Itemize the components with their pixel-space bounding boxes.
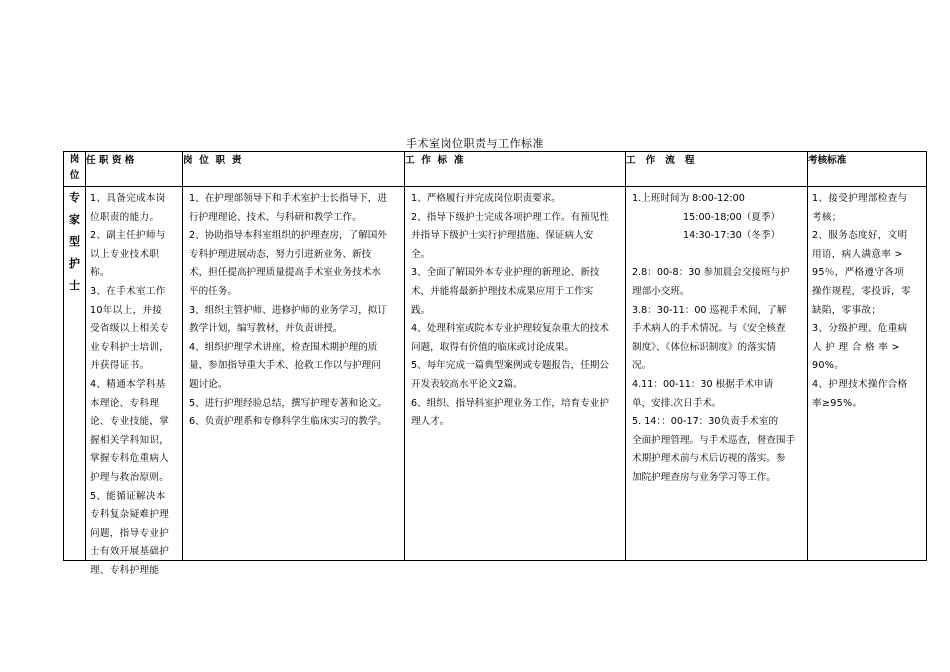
- qualification-text: [86, 187, 182, 576]
- text-line: 制度》、《体位标识制度》的落实情: [632, 341, 776, 353]
- text-line: 题讨论。: [189, 378, 228, 390]
- text-line: 3、全面了解国外本专业护理的新理论、新技: [411, 267, 600, 279]
- text-line: 问题，取得有价值的临床或讨论成果。: [411, 341, 575, 353]
- text-line: 论、专业技能，掌: [90, 416, 170, 428]
- text-line: 专科复杂疑难护理: [90, 509, 170, 521]
- text-line: 开发表较高水平论文2篇。: [411, 378, 523, 390]
- workflow-spacer: [632, 246, 801, 265]
- standards-text: [405, 187, 625, 432]
- text-line: 操作规程，零投诉，零: [812, 285, 911, 297]
- text-line: 问题，指导专业护: [90, 527, 170, 539]
- text-line: 1、具备完成本岗: [90, 193, 166, 204]
- text-line: 掌握专科危重病人: [90, 453, 170, 465]
- text-line: 3、分级护理、危重病: [812, 323, 908, 335]
- text-line: 士有效开展基础护: [90, 546, 170, 558]
- text-line: 90%。: [812, 360, 845, 372]
- text-line: 加院护理查房与业务学习等工作。: [632, 471, 776, 483]
- text-line: 称。: [90, 267, 110, 279]
- text-line: 并指导下级护士实行护理措施、保证病人安: [411, 230, 594, 242]
- header-duties: 岗 位 职 责: [183, 152, 405, 187]
- workflow-steps: [632, 264, 801, 487]
- text-line: 1、严格履行并完成岗位职责要求。: [411, 193, 562, 204]
- header-role: 岗 位: [64, 152, 86, 187]
- evaluation-text: [808, 187, 926, 413]
- text-line: 6、组织、指导科室护理业务工作，培育专业护: [411, 397, 609, 409]
- text-line: 5、能循证解决本: [90, 490, 166, 502]
- text-line: 单，安排.次日手术。: [632, 397, 722, 409]
- text-line: 6、负责护理系和专修科学生临床实习的教学。: [189, 416, 387, 428]
- qualification-cell: [86, 187, 183, 576]
- text-line: 理部小交班。: [632, 285, 690, 297]
- workflow-text: [626, 187, 807, 488]
- text-line: 并获得证书。: [90, 360, 150, 372]
- text-line: 2、服务态度好，文明: [812, 230, 908, 242]
- text-line: 护理与救治原则。: [90, 471, 170, 483]
- workflow-line: 14:30-17:30（冬季）: [683, 230, 781, 242]
- text-line: 术，担任提高护理质量提高手术室业务技术水: [189, 267, 381, 279]
- duties-cell: [183, 187, 405, 561]
- text-line: 4.11：00-11：30 根据手术申请: [632, 378, 774, 390]
- text-line: 人 护 理 合 格 率 >: [812, 341, 900, 353]
- text-line: 4、护理技术操作合格: [812, 378, 908, 390]
- text-line: 考核；: [812, 211, 842, 223]
- text-line: 95％，严格遵守各项: [812, 267, 904, 279]
- document-title: 手术室岗位职责与工作标准: [406, 137, 544, 150]
- text-line: 理、专科护理能: [90, 564, 160, 576]
- text-line: 3、组织主管护师、进修护师的业务学习，拟订: [189, 304, 387, 316]
- text-line: 位职责的能力。: [90, 211, 160, 223]
- text-line: 况。: [632, 360, 652, 372]
- text-line: 全。: [411, 248, 431, 260]
- text-line: 10年以上，并接: [90, 304, 163, 316]
- text-line: 率≥95%。: [812, 397, 863, 409]
- text-line: 本理论、专科理: [90, 397, 160, 409]
- text-line: 专科护理进展动态，努力引进新业务、新技: [189, 248, 372, 260]
- text-line: 5、每年完成一篇典型案例或专题报告，任期公: [411, 360, 609, 372]
- header-row: [64, 152, 927, 187]
- text-line: 3、在手术室工作: [90, 285, 166, 297]
- workflow-line: 15:00-18;00（夏季）: [683, 211, 781, 223]
- evaluation-cell: [808, 187, 927, 561]
- header-standards: 工 作 标 准: [405, 152, 626, 187]
- text-line: 5、进行护理经验总结，撰写护理专著和论文。: [189, 397, 387, 409]
- text-line: 2、指导下级护士完成各项护理工作。有预见性: [411, 211, 609, 223]
- header-qualification: 任 职 资 格: [86, 152, 183, 187]
- text-line: 2.8：00-8：30 参加晨会交接班与护: [632, 267, 790, 279]
- duties-text: [183, 187, 404, 432]
- header-evaluation: 考核标准: [808, 152, 927, 187]
- text-line: 术，并能将最新护理技术成果应用于工作实: [411, 285, 594, 297]
- duty-standard-table: [63, 151, 927, 576]
- text-line: 1、在护理部领导下和手术室护士长指导下，进: [189, 193, 387, 204]
- text-line: 缺陷，零事故；: [812, 304, 882, 316]
- text-line: 术期护理术前与术后访视的落实。参: [632, 453, 786, 465]
- table-row: [64, 187, 927, 561]
- standards-cell: [405, 187, 626, 561]
- text-line: 践。: [411, 304, 431, 316]
- text-line: 受省级以上相关专: [90, 323, 170, 335]
- header-workflow: 工 作 流 程: [626, 152, 808, 187]
- workflow-cell: [626, 187, 808, 561]
- text-line: 1、接受护理部检查与: [812, 193, 908, 204]
- text-line: 手术病人的手术情况。与《安全核查: [632, 323, 786, 335]
- role-name: [64, 187, 86, 561]
- text-line: 行护理理论、技术、与科研和教学工作。: [189, 211, 362, 223]
- text-line: 以上专业技术职: [90, 248, 160, 260]
- text-line: 4、精通本学科基: [90, 378, 166, 390]
- text-line: 教学计划，编写教材，并负责讲授。: [189, 323, 343, 335]
- text-line: 量，参加指导重大手术、抢救工作以与护理问: [189, 360, 381, 372]
- text-line: 5. 14：：00-17：30负责手术室的: [632, 416, 779, 428]
- text-line: 理人才。: [411, 416, 450, 428]
- text-line: 全面护理管理。与手术巡查，督查围手: [632, 434, 796, 446]
- role-name-text: 专 家 型 护 士: [69, 191, 80, 292]
- text-line: 用语，病人满意率 >: [812, 248, 903, 260]
- text-line: 2、协助指导本科室组织的护理查房，了解国外: [189, 230, 387, 242]
- text-line: 2、副主任护师与: [90, 230, 166, 242]
- text-line: 4、处理科室或院本专业护理较复杂重大的技术: [411, 323, 609, 335]
- workflow-line: 1.上班时间为 8:00-12:00: [632, 193, 745, 204]
- text-line: 平的任务。: [189, 285, 237, 297]
- text-line: 握相关学科知识，: [90, 434, 170, 446]
- text-line: 3.8：30-11：00 巡视手术间，了解: [632, 304, 787, 316]
- text-line: 业专科护士培训，: [90, 341, 170, 353]
- text-line: 4、组织护理学术讲座，检查围术期护理的质: [189, 341, 378, 353]
